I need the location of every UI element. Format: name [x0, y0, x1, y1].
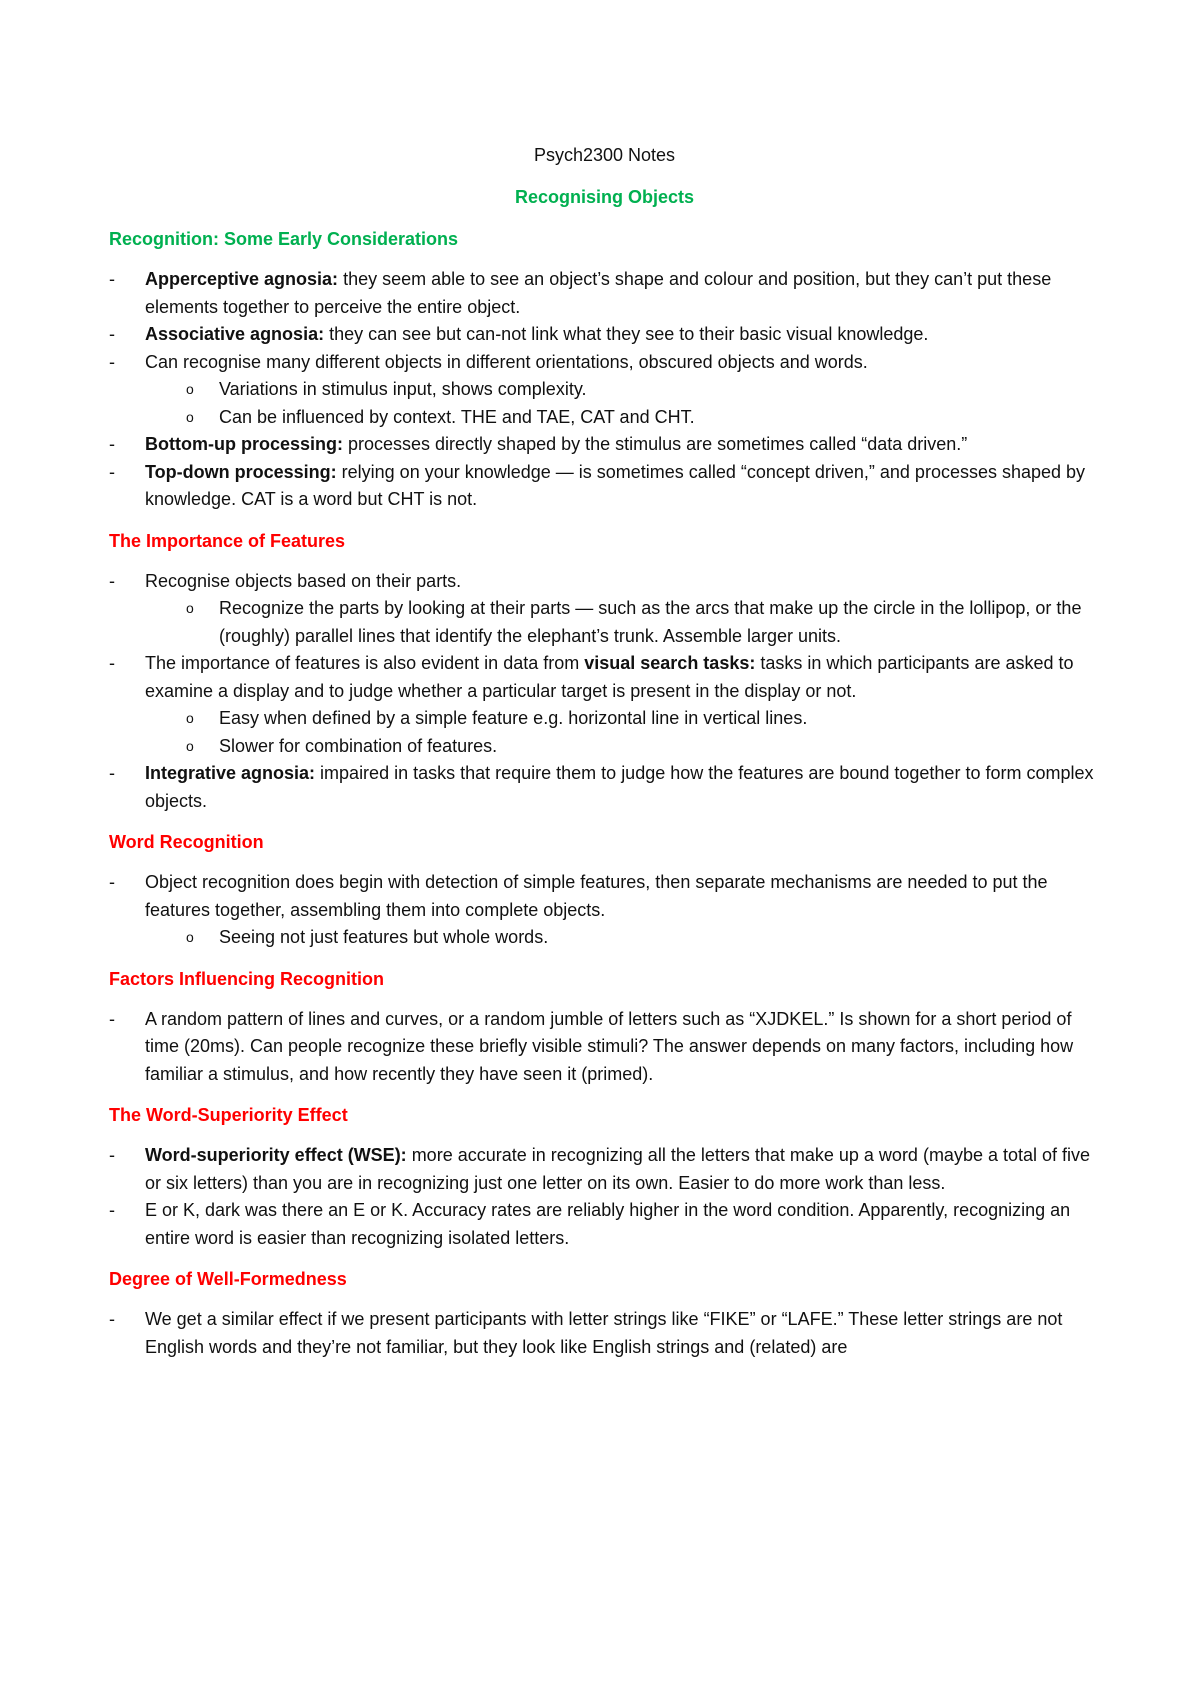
- dash-bullet-marker: -: [109, 434, 115, 454]
- item-text: tasks in which participants are asked to examine a display and to judge whether a particular target is present in the display or not.: [145, 653, 1074, 701]
- sub-bullet-list: [145, 376, 1100, 431]
- bullet-list: [109, 568, 1100, 816]
- item-text: Can recognise many different objects in different orientations, obscured objects and words.: [145, 351, 868, 372]
- item-text: The importance of features is also evident in data from: [145, 653, 585, 673]
- item-text: A random pattern of lines and curves, or a random jumble of letters such as “XJDKEL.” Is shown for a short period of time (20ms). Can people recognize these briefly visible stimuli? The answer depends on many factors, including how familiar a stimulus, and how recently they have seen it (primed).: [145, 1008, 1074, 1084]
- sub-list-item: [109, 705, 1100, 733]
- dash-bullet-marker: -: [109, 872, 115, 892]
- list-item: [109, 431, 1100, 459]
- item-text: E or K, dark was there an E or K. Accuracy rates are reliably higher in the word condition. Apparently, recognizing an entire word is easier than recognizing isolated letters.: [145, 1200, 1071, 1248]
- item-text: Recognise objects based on their parts.: [145, 570, 462, 591]
- section-heading: Degree of Well-Formedness: [109, 1269, 347, 1289]
- item-text: they seem able to see an object’s shape and colour and position, but they can’t put these elements together to perceive the entire object.: [145, 269, 1052, 317]
- sub-list-container: [109, 924, 1100, 952]
- sub-item-text: Recognize the parts by looking at their parts — such as the arcs that make up the circle in the lollipop, or the (roughly) parallel lines that identify the elephant’s trunk. Assemble larger units.: [219, 598, 1082, 646]
- dash-bullet-marker: -: [109, 1145, 115, 1165]
- document-title: Psych2300 Notes: [533, 145, 676, 165]
- section-heading: Word Recognition: [109, 832, 264, 852]
- dash-bullet-marker: -: [109, 269, 115, 289]
- item-text: more accurate in recognizing all the letters that make up a word (maybe a total of five or six letters) than you are in recognizing just one letter on its own. Easier to do more work than less.: [145, 1145, 1091, 1193]
- term-label: Top-down processing:: [145, 461, 337, 482]
- list-item: [109, 1006, 1100, 1089]
- list-item: [109, 869, 1100, 924]
- circle-bullet-marker: o: [186, 710, 194, 726]
- list-item: [109, 568, 1100, 596]
- sub-item-text: Can be influenced by context. THE and TAE, CAT and CHT.: [219, 406, 695, 427]
- dash-bullet-marker: -: [109, 570, 115, 591]
- list-item: [109, 650, 1100, 705]
- bullet-list: [109, 1306, 1100, 1361]
- term-label: visual search tasks:: [584, 653, 756, 673]
- section-heading: Factors Influencing Recognition: [109, 968, 385, 989]
- notes-body: [109, 226, 1100, 1361]
- circle-bullet-marker: o: [186, 929, 194, 945]
- bullet-list: [109, 266, 1100, 514]
- dash-bullet-marker: -: [109, 461, 115, 482]
- sub-list-container: [109, 705, 1100, 760]
- sub-bullet-list: [145, 705, 1100, 760]
- sub-list-item: [109, 924, 1100, 952]
- circle-bullet-marker: o: [186, 381, 194, 397]
- sub-list-item: [109, 733, 1100, 761]
- sub-list-item: [109, 404, 1100, 432]
- bullet-list: [109, 869, 1100, 952]
- bullet-list: [109, 1142, 1100, 1252]
- sub-item-text: Variations in stimulus input, shows complexity.: [219, 379, 587, 399]
- dash-bullet-marker: -: [109, 324, 115, 344]
- sub-list-container: [109, 595, 1100, 650]
- dash-bullet-marker: -: [109, 1200, 115, 1220]
- dash-bullet-marker: -: [109, 1008, 115, 1029]
- term-label: Word-superiority effect (WSE):: [145, 1145, 407, 1165]
- document-subtitle: Recognising Objects: [514, 187, 695, 207]
- item-text: impaired in tasks that require them to judge how the features are bound together to form complex objects.: [145, 763, 1094, 811]
- sub-list-container: [109, 376, 1100, 431]
- term-label: Associative agnosia:: [145, 324, 325, 344]
- sub-item-text: Slower for combination of features.: [219, 735, 498, 756]
- term-label: Integrative agnosia:: [145, 763, 316, 783]
- dash-bullet-marker: -: [109, 653, 115, 673]
- circle-bullet-marker: o: [186, 600, 194, 616]
- sub-bullet-list: [145, 924, 1100, 952]
- list-item: [109, 266, 1100, 321]
- item-text: Object recognition does begin with detection of simple features, then separate mechanisms are needed to put the features together, assembling them into complete objects.: [145, 872, 1048, 920]
- bullet-list: [109, 1006, 1100, 1089]
- item-text: processes directly shaped by the stimulus are sometimes called “data driven.”: [343, 434, 968, 454]
- list-item: [109, 760, 1100, 815]
- item-text: they can see but can-not link what they see to their basic visual knowledge.: [324, 324, 929, 344]
- section-heading: The Importance of Features: [109, 530, 346, 551]
- list-item: [109, 1197, 1100, 1252]
- sub-bullet-list: [145, 595, 1100, 650]
- dash-bullet-marker: -: [109, 1309, 115, 1329]
- term-label: Bottom-up processing:: [145, 434, 343, 454]
- circle-bullet-marker: o: [186, 408, 194, 425]
- circle-bullet-marker: o: [186, 737, 194, 754]
- list-item: [109, 321, 1100, 349]
- item-text: relying on your knowledge — is sometimes called “concept driven,” and processes shaped by knowledge. CAT is a word but CHT is not.: [145, 461, 1086, 509]
- sub-item-text: Easy when defined by a simple feature e.g. horizontal line in vertical lines.: [219, 708, 808, 728]
- section-heading: The Word-Superiority Effect: [109, 1105, 348, 1125]
- list-item: [109, 459, 1100, 514]
- dash-bullet-marker: -: [109, 351, 115, 372]
- term-label: Apperceptive agnosia:: [145, 269, 339, 289]
- list-item: [109, 1306, 1100, 1361]
- section-heading: Recognition: Some Early Considerations: [109, 229, 459, 249]
- list-item: [109, 1142, 1100, 1197]
- sub-item-text: Seeing not just features but whole words.: [219, 927, 549, 947]
- sub-list-item: [109, 376, 1100, 404]
- item-text: We get a similar effect if we present participants with letter strings like “FIKE” or “LAFE.” These letter strings are not English words and they’re not familiar, but they look like English strings and (related) are: [145, 1309, 1063, 1357]
- list-item: [109, 349, 1100, 377]
- sub-list-item: [109, 595, 1100, 650]
- dash-bullet-marker: -: [109, 763, 115, 783]
